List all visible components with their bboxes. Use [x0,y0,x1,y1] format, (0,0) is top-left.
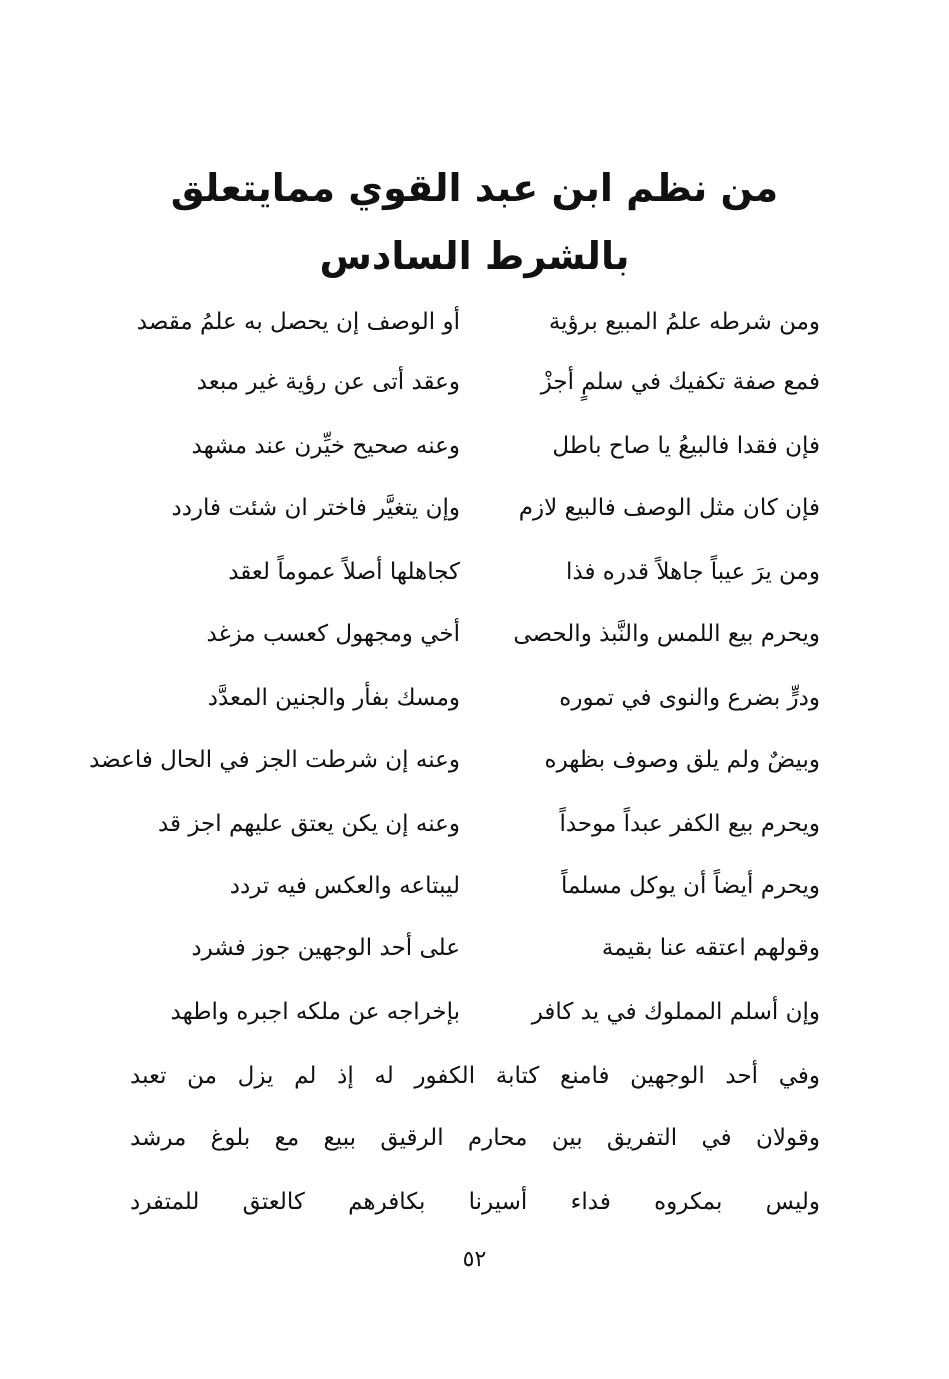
verse-line [130,602,820,666]
verse-second-hemistich: وعنه إن شرطت الجز في الحال فاعضد [89,747,460,773]
verse-first-hemistich: وإن أسلم المملوك في يد كافر [531,999,820,1025]
verse-line [130,350,820,414]
verse-second-hemistich: أو الوصف إن يحصل به علمُ مقصد [136,309,460,335]
verse-first-hemistich: فمع صفة تكفيك في سلمٍ أجزْ [540,369,820,395]
verse-first-hemistich: ويحرم بيع اللمس والنَّبذ والحصى [513,621,820,647]
verse-line [130,854,820,918]
verse-line [89,728,820,792]
verse-first-hemistich: فإن فقدا فالبيعُ يا صاح باطل [552,433,820,459]
verse-second-hemistich: وعنه صحيح خيِّرن عند مشهد [191,433,460,459]
verse-second-hemistich: ليبتاعه والعكس فيه تردد [229,873,460,899]
verse-first-hemistich: وبيضٌ ولم يلق وصوف بظهره [544,747,820,773]
verse-first-hemistich: ودرٍّ بضرع والنوى في تموره [559,685,820,711]
chapter-title-line-1: من نظم ابن عبد القوي ممايتعلق [170,166,779,210]
verse-second-hemistich: بإخراجه عن ملكه اجبره واطهد [170,999,460,1025]
verse-second-hemistich: أخي ومجهول كعسب مزغد [206,621,460,647]
verse-second-hemistich: وعنه إن يكن يعتق عليهم اجز قد [157,811,460,837]
verse-full-line: وفي أحد الوجهين فامنع كتابة الكفور له إذ لم يزل من تعبد [130,1063,820,1089]
verse-line [130,476,820,540]
page-number: ٥٢ [462,1247,487,1272]
verse-first-hemistich: فإن كان مثل الوصف فالبيع لازم [518,495,820,521]
verse-line [130,792,820,856]
verse-second-hemistich: وإن يتغيَّر فاختر ان شئت فاردد [171,495,460,521]
verse-full-line: وليس بمكروه فداء أسيرنا بكافرهم كالعتق للمتفرد [130,1189,820,1215]
verse-first-hemistich: ويحرم أيضاً أن يوكل مسلماً [561,873,820,899]
verse-line [130,290,820,354]
verse-line [130,980,820,1044]
verse-line [130,916,820,980]
verse-first-hemistich: ومن يرَ عيباً جاهلاً قدره فذا [566,559,820,585]
verse-first-hemistich: وقولهم اعتقه عنا بقيمة [601,935,820,961]
verse-second-hemistich: وعقد أتى عن رؤية غير مبعد [196,369,460,395]
verse-line [130,540,820,604]
verse-second-hemistich: كجاهلها أصلاً عموماً لعقد [228,559,460,585]
verse-line [130,414,820,478]
verse-second-hemistich: على أحد الوجهين جوز فشرد [191,935,460,961]
verse-line [130,666,820,730]
verse-second-hemistich: ومسك بفأر والجنين المعدَّد [207,685,460,711]
verse-first-hemistich: ويحرم بيع الكفر عبداً موحداً [559,811,820,837]
verse-full-line: وقولان في التفريق بين محارم الرقيق ببيع مع بلوغ مرشد [130,1125,820,1151]
chapter-title-line-2: بالشرط السادس [319,234,630,278]
verse-first-hemistich: ومن شرطه علمُ المبيع برؤية [548,309,820,335]
